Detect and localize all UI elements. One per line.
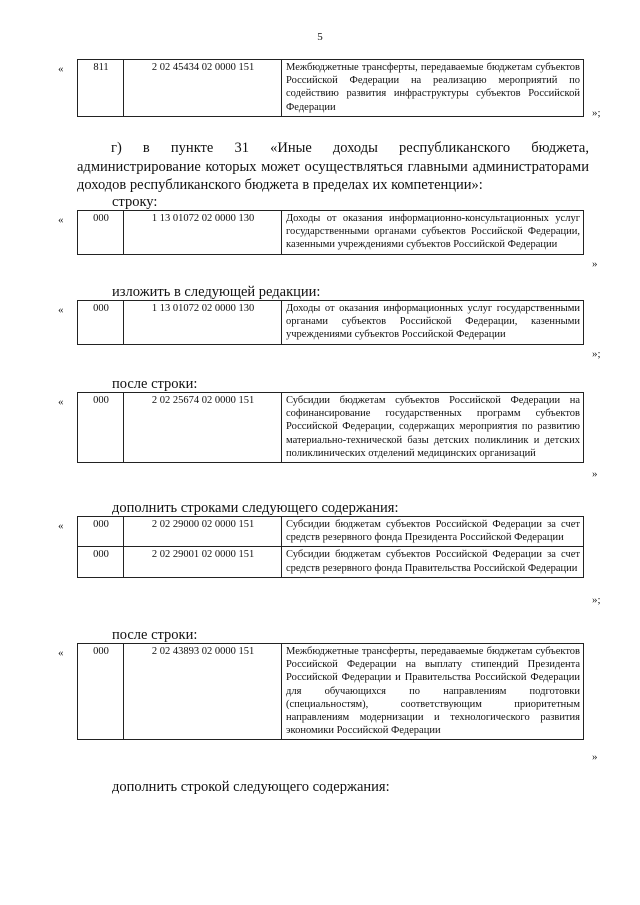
close-quote: » xyxy=(592,468,598,480)
income-name-cell: Межбюджетные трансферты, передаваемые бюджетам субъектов Российской Федерации на реализацию мероприятий по содействию развития инфраструктуры субъектов Российской Федерации xyxy=(282,60,584,117)
budget-table xyxy=(77,59,584,117)
budget-code-cell: 2 02 43893 02 0000 151 xyxy=(124,644,282,740)
budget-code-cell: 2 02 25674 02 0000 151 xyxy=(124,393,282,463)
open-quote: « xyxy=(58,520,64,532)
open-quote: « xyxy=(58,647,64,659)
budget-code-cell: 2 02 29000 02 0000 151 xyxy=(124,517,282,547)
open-quote: « xyxy=(58,304,64,316)
table-row xyxy=(78,547,584,577)
budget-table xyxy=(77,392,584,463)
table-row xyxy=(78,211,584,255)
admin-code-cell: 811 xyxy=(78,60,124,117)
table-row xyxy=(78,301,584,345)
budget-code-cell: 2 02 45434 02 0000 151 xyxy=(124,60,282,117)
income-name-cell: Доходы от оказания информационных услуг государственными органами субъектов Российской Федерации, казенными учреждениями субъектов Российской Федерации xyxy=(282,301,584,345)
budget-code-cell: 1 13 01072 02 0000 130 xyxy=(124,211,282,255)
admin-code-cell: 000 xyxy=(78,517,124,547)
close-quote: » xyxy=(592,258,598,270)
budget-table xyxy=(77,643,584,740)
close-quote: »; xyxy=(592,348,601,360)
admin-code-cell: 000 xyxy=(78,644,124,740)
budget-code-cell: 1 13 01072 02 0000 130 xyxy=(124,301,282,345)
budget-table xyxy=(77,516,584,578)
income-name-cell: Межбюджетные трансферты, передаваемые бюджетам субъектов Российской Федерации на выплату стипендий Президента Российской Федерации и Правительства Российской Федерации для обучающихся по направлениям подготовки (специальностям), соответствующим приоритетным направлениям модернизации и технологического развития экономики Российской Федерации xyxy=(282,644,584,740)
admin-code-cell: 000 xyxy=(78,211,124,255)
page-number: 5 xyxy=(317,31,323,43)
budget-table xyxy=(77,300,584,345)
table-row xyxy=(78,644,584,740)
table-row xyxy=(78,517,584,547)
budget-table xyxy=(77,210,584,255)
close-quote: »; xyxy=(592,107,601,119)
label-add-row: дополнить строкой следующего содержания: xyxy=(112,779,390,795)
table-row xyxy=(78,60,584,117)
open-quote: « xyxy=(58,63,64,75)
income-name-cell: Субсидии бюджетам субъектов Российской Федерации на софинансирование государственных программ субъектов Российской Федерации, содержащих мероприятия по развитию материально-технической базы детских поликлиник и детских поликлинических отделений медицинских организаций xyxy=(282,393,584,463)
table-row xyxy=(78,393,584,463)
close-quote: »; xyxy=(592,594,601,606)
label-add-rows: дополнить строками следующего содержания: xyxy=(112,500,399,516)
paragraph-g: г) в пункте 31 «Иные доходы республиканского бюджета, администрирование которых может осуществляться главными администраторами доходов республиканского бюджета в пределах их компетенции»: xyxy=(77,140,589,193)
budget-code-cell: 2 02 29001 02 0000 151 xyxy=(124,547,282,577)
admin-code-cell: 000 xyxy=(78,547,124,577)
open-quote: « xyxy=(58,396,64,408)
label-after-1: после строки: xyxy=(112,376,198,392)
admin-code-cell: 000 xyxy=(78,393,124,463)
label-edit: изложить в следующей редакции: xyxy=(112,284,321,300)
label-after-2: после строки: xyxy=(112,627,198,643)
income-name-cell: Доходы от оказания информационно-консультационных услуг государственными органами субъектов Российской Федерации, казенными учреждениями субъектов Российской Федерации xyxy=(282,211,584,255)
close-quote: » xyxy=(592,751,598,763)
income-name-cell: Субсидии бюджетам субъектов Российской Федерации за счет средств резервного фонда Правительства Российской Федерации xyxy=(282,547,584,577)
admin-code-cell: 000 xyxy=(78,301,124,345)
income-name-cell: Субсидии бюджетам субъектов Российской Федерации за счет средств резервного фонда Президента Российской Федерации xyxy=(282,517,584,547)
open-quote: « xyxy=(58,214,64,226)
label-line: строку: xyxy=(112,194,158,210)
